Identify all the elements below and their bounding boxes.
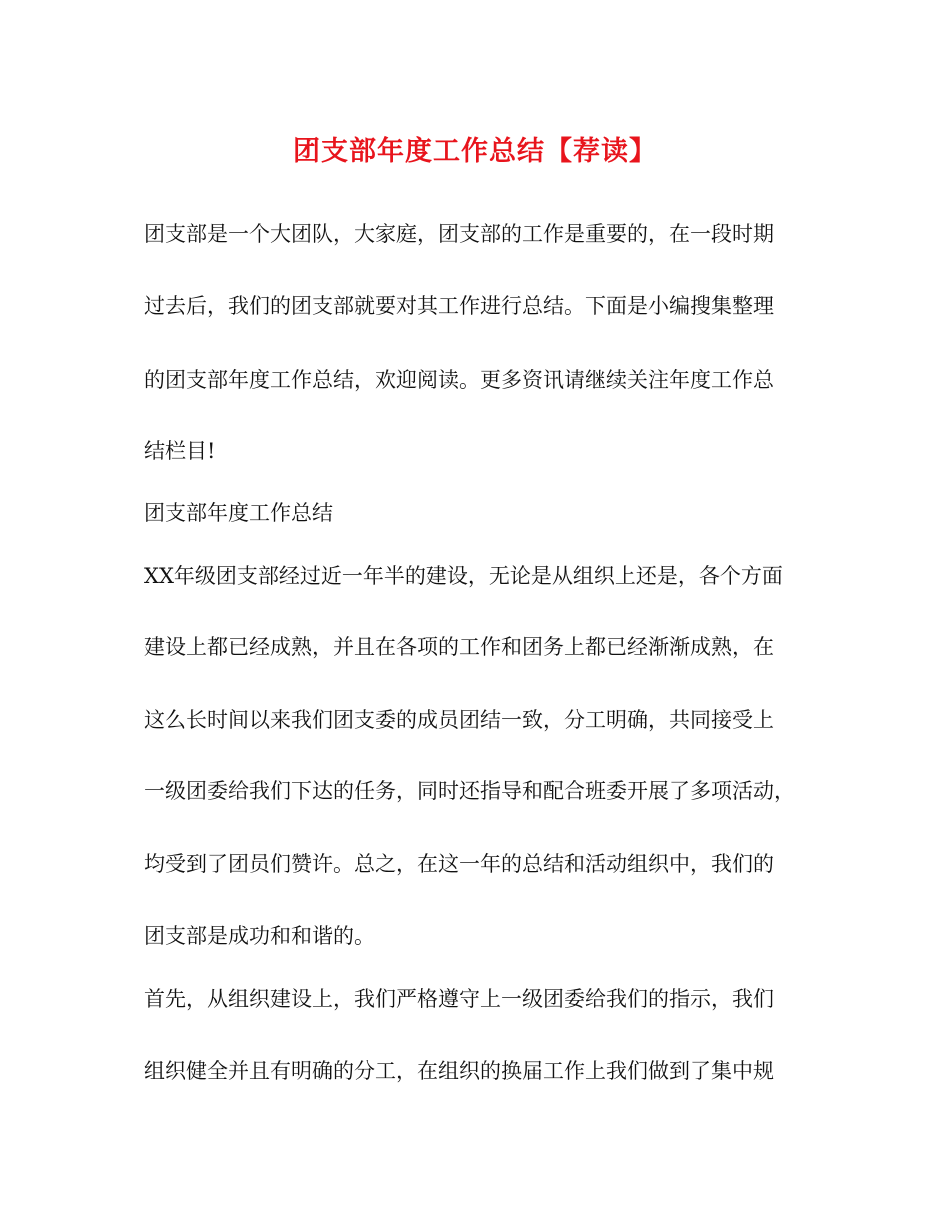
paragraph-line: 团支部是一个大团队，大家庭，团支部的工作是重要的，在一段时期: [144, 222, 774, 246]
section-heading: 团支部年度工作总结: [144, 501, 333, 525]
paragraph-line: 的团支部年度工作总结，欢迎阅读。更多资讯请继续关注年度工作总: [144, 368, 774, 392]
paragraph-line: 过去后，我们的团支部就要对其工作进行总结。下面是小编搜集整理: [144, 294, 774, 318]
paragraph-line: 首先，从组织建设上，我们严格遵守上一级团委给我们的指示，我们: [144, 987, 774, 1011]
paragraph-line: 这么长时间以来我们团支委的成员团结一致，分工明确，共同接受上: [144, 708, 774, 732]
paragraph-line: 组织健全并且有明确的分工，在组织的换届工作上我们做到了集中规: [144, 1059, 774, 1083]
paragraph-line: 均受到了团员们赞许。总之，在这一年的总结和活动组织中，我们的: [144, 852, 774, 876]
paragraph-line: 一级团委给我们下达的任务，同时还指导和配合班委开展了多项活动，: [144, 779, 795, 803]
paragraph-line: 建设上都已经成熟，并且在各项的工作和团务上都已经渐渐成熟，在: [144, 635, 774, 659]
paragraph-line: 结栏目!: [144, 439, 216, 463]
paragraph-line: 团支部是成功和和谐的。: [144, 924, 375, 948]
document-title: 团支部年度工作总结【荐读】: [293, 136, 657, 167]
paragraph-line: XX年级团支部经过近一年半的建设，无论是从组织上还是，各个方面: [144, 564, 783, 588]
